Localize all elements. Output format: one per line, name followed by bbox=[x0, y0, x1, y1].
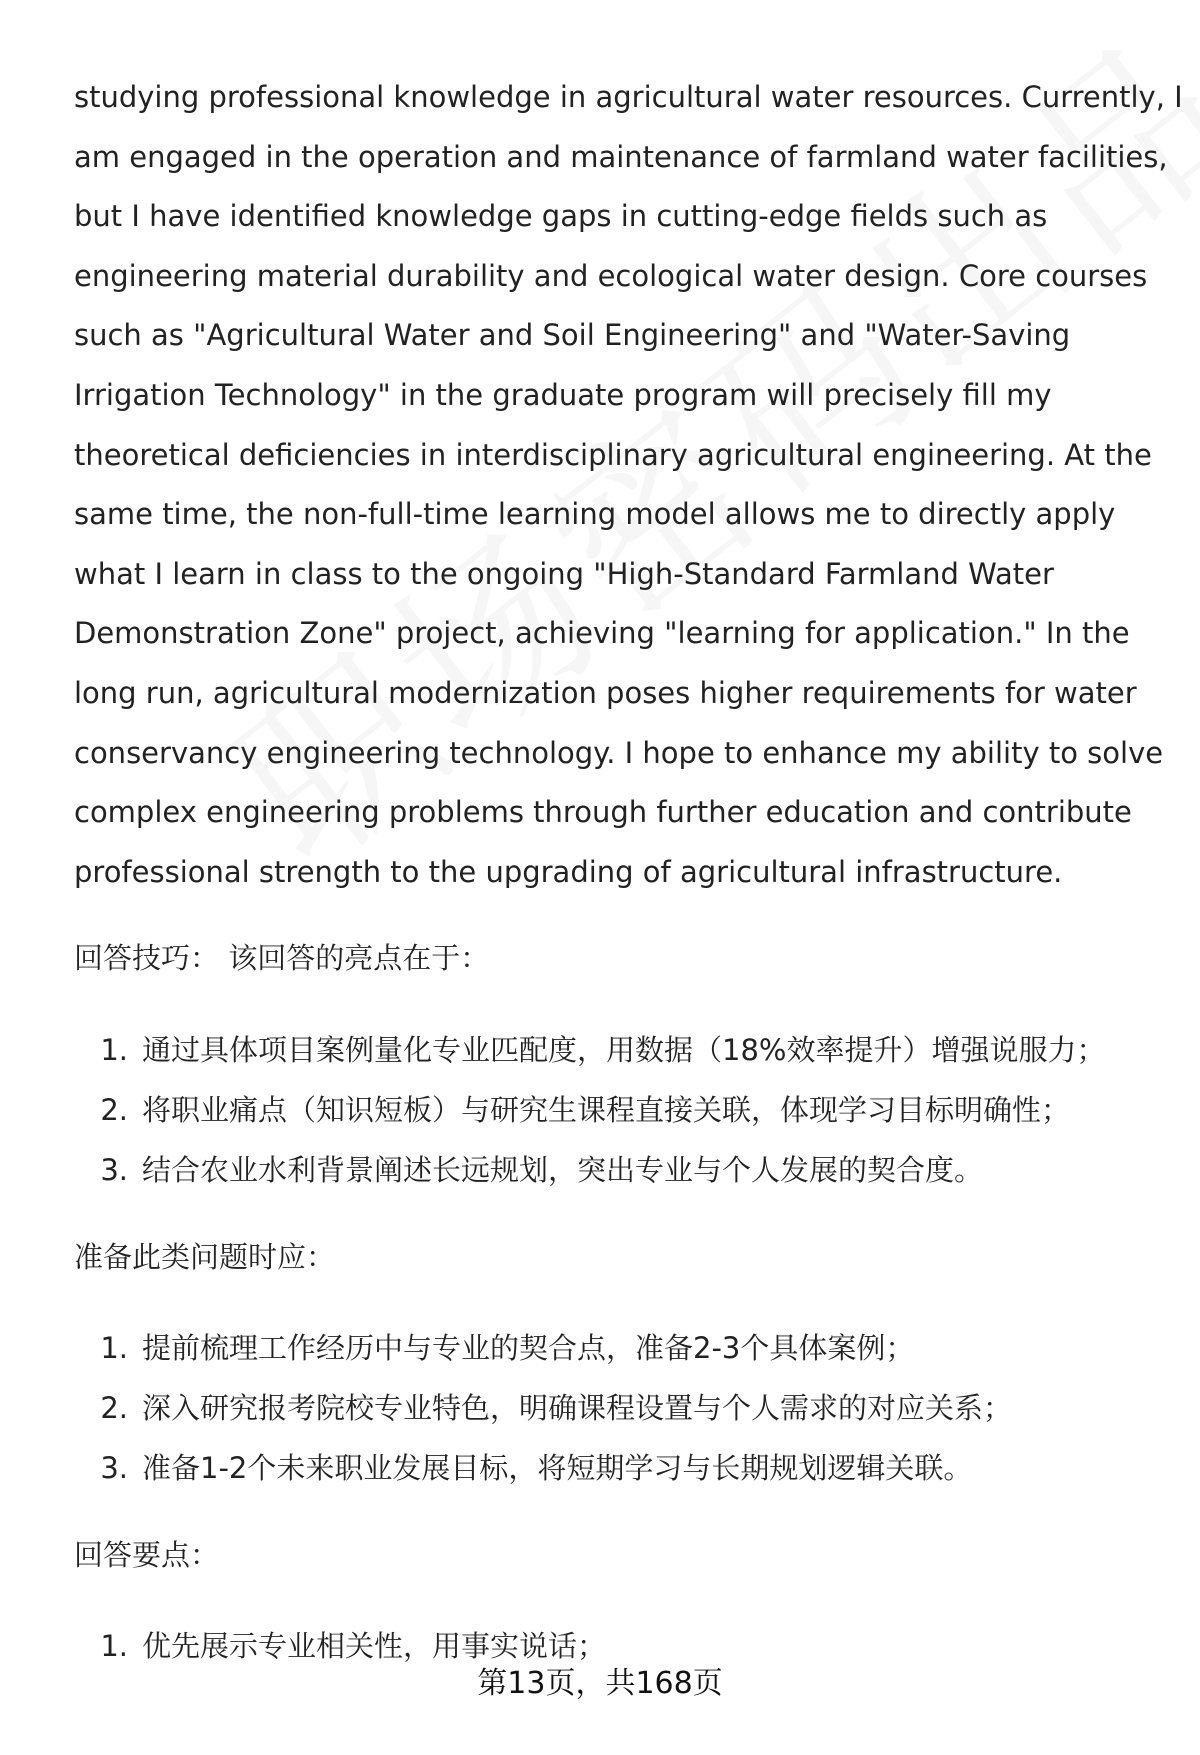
list-item bbox=[74, 1318, 1012, 1378]
list-item bbox=[74, 1020, 1105, 1080]
paragraph-line: what I learn in class to the ongoing "High-Standard Farmland Water bbox=[74, 556, 1054, 591]
paragraph-line: long run, agricultural modernization poses higher requirements for water bbox=[74, 675, 1137, 710]
prepare-list bbox=[74, 1318, 1012, 1498]
list-number: 1. bbox=[100, 1331, 128, 1365]
paragraph-line: Irrigation Technology" in the graduate program will precisely fill my bbox=[74, 377, 1052, 412]
paragraph-line: studying professional knowledge in agricultural water resources. Currently, I bbox=[74, 80, 1183, 114]
list-text: 将职业痛点（知识短板）与研究生课程直接关联，体现学习目标明确性； bbox=[142, 1093, 1071, 1127]
paragraph-line: professional strength to the upgrading of agricultural infrastructure. bbox=[74, 854, 1063, 889]
list-text: 优先展示专业相关性，用事实说话； bbox=[142, 1629, 607, 1663]
list-item bbox=[74, 1140, 1105, 1200]
paragraph-line: conservancy engineering technology. I hope to enhance my ability to solve bbox=[74, 735, 1164, 770]
list-number: 2. bbox=[100, 1391, 128, 1425]
list-text: 提前梳理工作经历中与专业的契合点，准备2-3个具体案例； bbox=[142, 1331, 915, 1365]
list-item bbox=[74, 1080, 1105, 1140]
paragraph-line: Demonstration Zone" project, achieving "learning for application." In the bbox=[74, 616, 1130, 651]
paragraph-line: engineering material durability and ecological water design. Core courses bbox=[74, 258, 1148, 293]
tips-list bbox=[74, 1020, 1105, 1200]
prepare-heading: 准备此类问题时应： bbox=[74, 1240, 336, 1274]
list-number: 1. bbox=[100, 1629, 128, 1663]
list-number: 3. bbox=[100, 1153, 128, 1187]
paragraph-line: such as "Agricultural Water and Soil Engineering" and "Water-Saving bbox=[74, 318, 1071, 353]
list-text: 结合农业水利背景阐述长远规划，突出专业与个人发展的契合度。 bbox=[142, 1153, 984, 1187]
list-number: 2. bbox=[100, 1093, 128, 1127]
list-item bbox=[74, 1438, 1012, 1498]
list-text: 准备1-2个未来职业发展目标，将短期学习与长期规划逻辑关联。 bbox=[142, 1451, 973, 1485]
paragraph-line: theoretical deficiencies in interdisciplinary agricultural engineering. At the bbox=[74, 437, 1152, 472]
page-number-footer: 第13页，共168页 bbox=[477, 1666, 723, 1701]
paragraph-line: complex engineering problems through further education and contribute bbox=[74, 795, 1132, 830]
paragraph-line: same time, the non-full-time learning model allows me to directly apply bbox=[74, 497, 1116, 532]
tips-heading: 回答技巧： 该回答的亮点在于： bbox=[74, 941, 490, 975]
answer-paragraph bbox=[74, 68, 1183, 902]
list-number: 3. bbox=[100, 1451, 128, 1485]
paragraph-line: am engaged in the operation and maintenance of farmland water facilities, bbox=[74, 139, 1168, 174]
list-item bbox=[74, 1378, 1012, 1438]
list-text: 深入研究报考院校专业特色，明确课程设置与个人需求的对应关系； bbox=[142, 1391, 1013, 1425]
keypoints-heading: 回答要点： bbox=[74, 1538, 220, 1572]
list-text: 通过具体项目案例量化专业匹配度，用数据（18%效率提升）增强说服力； bbox=[142, 1033, 1106, 1067]
list-number: 1. bbox=[100, 1033, 128, 1067]
paragraph-line: but I have identified knowledge gaps in cutting-edge fields such as bbox=[74, 199, 1048, 234]
